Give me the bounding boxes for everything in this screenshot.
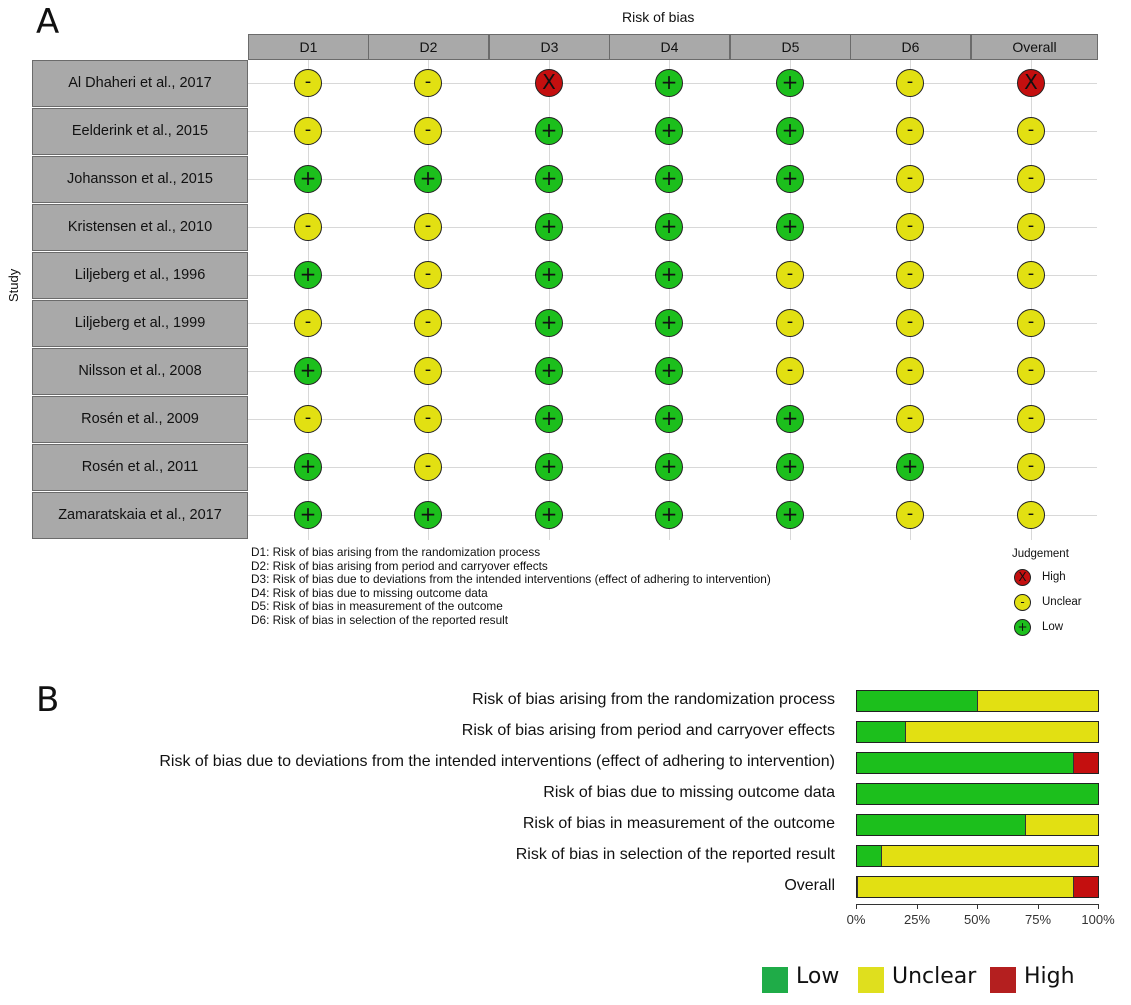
judgement-low-dot: + [535,309,563,337]
judgement-low-dot: + [655,309,683,337]
judgement-low-dot: + [535,117,563,145]
judgement-unclear-dot: - [294,213,322,241]
judgement-unclear-dot: - [294,309,322,337]
study-label: Rosén et al., 2009 [32,396,248,443]
judgement-low-dot: + [655,213,683,241]
judgement-unclear-dot: - [414,69,442,97]
judgement-unclear-dot: - [896,165,924,193]
bar-segment-low [857,722,905,742]
column-header-d5: D5 [730,34,851,60]
panel-a-label: A [36,2,60,42]
judgement-low-dot: + [535,405,563,433]
judgement-unclear-dot: - [1017,405,1045,433]
legend-swatch-unclear [858,967,884,993]
judgement-legend-item [1012,569,1069,594]
judgement-low-dot: + [776,213,804,241]
judgement-unclear-dot: - [896,309,924,337]
stacked-bar [856,876,1099,898]
x-axis-tick [977,904,978,909]
judgement-legend [1012,548,1082,644]
bar-segment-unclear [881,846,1098,866]
judgement-low-dot: + [655,501,683,529]
column-header-d2: D2 [368,34,489,60]
bar-segment-low [857,753,1073,773]
domain-note: D2: Risk of bias arising from period and carryover effects [251,558,548,573]
x-axis-tick-label: 0% [846,912,866,927]
judgement-unclear-dot: - [1017,165,1045,193]
judgement-low-dot: + [655,69,683,97]
bar-segment-high [1073,877,1098,897]
bar-segment-high [1073,753,1098,773]
judgement-low-dot: + [294,165,322,193]
study-label: Liljeberg et al., 1999 [32,300,248,347]
judgement-unclear-dot: - [414,261,442,289]
judgement-unclear-dot: - [776,357,804,385]
judgement-unclear-dot: - [294,69,322,97]
judgement-low-dot: + [655,117,683,145]
judgement-low-dot: + [535,261,563,289]
bar-segment-low [857,846,881,866]
judgement-high-dot: X [535,69,563,97]
column-header-d1: D1 [248,34,369,60]
x-axis-tick-label: 75% [1024,912,1052,927]
risk-of-bias-title: Risk of bias [622,9,695,25]
judgement-unclear-dot: - [776,261,804,289]
bar-segment-unclear [857,877,1073,897]
judgement-low-swatch: + [1014,619,1031,636]
judgement-unclear-dot: - [896,69,924,97]
bar-category-label: Overall [784,877,835,894]
judgement-low-dot: + [294,261,322,289]
legend-swatch-low [762,967,788,993]
domain-note: D3: Risk of bias due to deviations from the intended interventions (effect of adhering to intervention) [251,572,771,586]
legend-swatch-high [990,967,1016,993]
judgement-low-dot: + [655,357,683,385]
bar-segment-unclear [905,722,1098,742]
stacked-bar [856,783,1099,805]
x-axis-tick [917,904,918,909]
bar-category-label: Risk of bias arising from the randomization process [472,691,835,708]
judgement-low-dot: + [655,261,683,289]
legend-label: High [1024,964,1075,989]
bar-segment-low [857,815,1025,835]
judgement-unclear-dot: - [1017,213,1045,241]
judgement-low-dot: + [776,405,804,433]
judgement-unclear-dot: - [414,213,442,241]
judgement-low-dot: + [776,165,804,193]
judgement-unclear-swatch: - [1014,594,1031,611]
judgement-low-dot: + [535,213,563,241]
bar-category-label: Risk of bias arising from period and carryover effects [461,722,835,739]
judgement-low-dot: + [294,357,322,385]
x-axis-tick [1098,904,1099,909]
judgement-low-dot: + [776,501,804,529]
judgement-unclear-dot: - [414,405,442,433]
x-axis-tick-label: 100% [1081,912,1115,927]
judgement-unclear-dot: - [414,309,442,337]
judgement-unclear-dot: - [896,117,924,145]
judgement-unclear-dot: - [1017,117,1045,145]
domain-note: D6: Risk of bias in selection of the reported result [251,612,509,627]
x-axis-tick [1038,904,1039,909]
stacked-bar [856,845,1099,867]
domain-notes [251,546,771,627]
judgement-unclear-dot: - [1017,501,1045,529]
judgement-low-dot: + [776,69,804,97]
judgement-low-dot: + [655,405,683,433]
judgement-legend-label: Low [1042,621,1064,633]
column-header-d6: D6 [850,34,971,60]
judgement-low-dot: + [414,501,442,529]
x-axis-tick [856,904,857,909]
bar-category-label: Risk of bias in measurement of the outcome [522,815,835,832]
judgement-grid [248,60,1097,540]
bar-category-label: Risk of bias due to missing outcome data [543,784,835,801]
judgement-unclear-dot: - [1017,261,1045,289]
bar-segment-low [857,691,977,711]
judgement-low-dot: + [776,453,804,481]
judgement-low-dot: + [535,357,563,385]
study-label: Zamaratskaia et al., 2017 [32,492,248,539]
judgement-low-dot: + [896,453,924,481]
judgement-low-dot: + [294,501,322,529]
judgement-unclear-dot: - [896,357,924,385]
study-label: Liljeberg et al., 1996 [32,252,248,299]
legend-label: Low [796,964,840,989]
study-label: Nilsson et al., 2008 [32,348,248,395]
judgement-low-dot: + [535,501,563,529]
judgement-unclear-dot: - [414,357,442,385]
judgement-high-swatch: X [1014,569,1031,586]
judgement-legend-title: Judgement [1012,548,1069,560]
judgement-unclear-dot: - [1017,309,1045,337]
study-axis-label: Study [6,268,21,302]
column-header-overall: Overall [971,34,1098,60]
study-label: Rosén et al., 2011 [32,444,248,491]
stacked-bar [856,814,1099,836]
judgement-unclear-dot: - [896,501,924,529]
judgement-low-dot: + [535,165,563,193]
bar-category-label: Risk of bias due to deviations from the intended interventions (effect of adhering to intervention) [159,753,835,770]
study-label: Kristensen et al., 2010 [32,204,248,251]
judgement-unclear-dot: - [1017,357,1045,385]
bar-segment-low [857,784,1098,804]
judgement-unclear-dot: - [414,453,442,481]
judgement-low-dot: + [535,453,563,481]
judgement-low-dot: + [655,165,683,193]
judgement-unclear-dot: - [896,405,924,433]
study-label: Eelderink et al., 2015 [32,108,248,155]
judgement-legend-item [1012,594,1082,619]
bar-category-label: Risk of bias in selection of the reported result [515,846,835,863]
stacked-bar [856,721,1099,743]
judgement-unclear-dot: - [1017,453,1045,481]
judgement-low-dot: + [414,165,442,193]
x-axis-tick-label: 25% [903,912,931,927]
stacked-bar [856,752,1099,774]
judgement-low-dot: + [655,453,683,481]
domain-note: D4: Risk of bias due to missing outcome data [251,585,488,600]
judgement-legend-label: Unclear [1042,596,1082,608]
stacked-bar [856,690,1099,712]
judgement-unclear-dot: - [294,117,322,145]
panel-b-label: B [36,680,60,720]
judgement-high-dot: X [1017,69,1045,97]
legend-label: Unclear [892,964,977,989]
judgement-unclear-dot: - [294,405,322,433]
study-label: Al Dhaheri et al., 2017 [32,60,248,107]
judgement-legend-item [1012,619,1069,644]
judgement-unclear-dot: - [776,309,804,337]
x-axis-tick-label: 50% [963,912,991,927]
judgement-low-dot: + [294,453,322,481]
judgement-unclear-dot: - [896,213,924,241]
bar-segment-unclear [977,691,1098,711]
judgement-legend-label: High [1042,571,1066,583]
study-label: Johansson et al., 2015 [32,156,248,203]
column-header-d4: D4 [609,34,730,60]
domain-note: D1: Risk of bias arising from the randomization process [251,545,541,559]
column-header-d3: D3 [489,34,610,60]
judgement-unclear-dot: - [414,117,442,145]
judgement-unclear-dot: - [896,261,924,289]
bar-segment-unclear [1025,815,1098,835]
domain-note: D5: Risk of bias in measurement of the outcome [251,599,503,613]
judgement-low-dot: + [776,117,804,145]
